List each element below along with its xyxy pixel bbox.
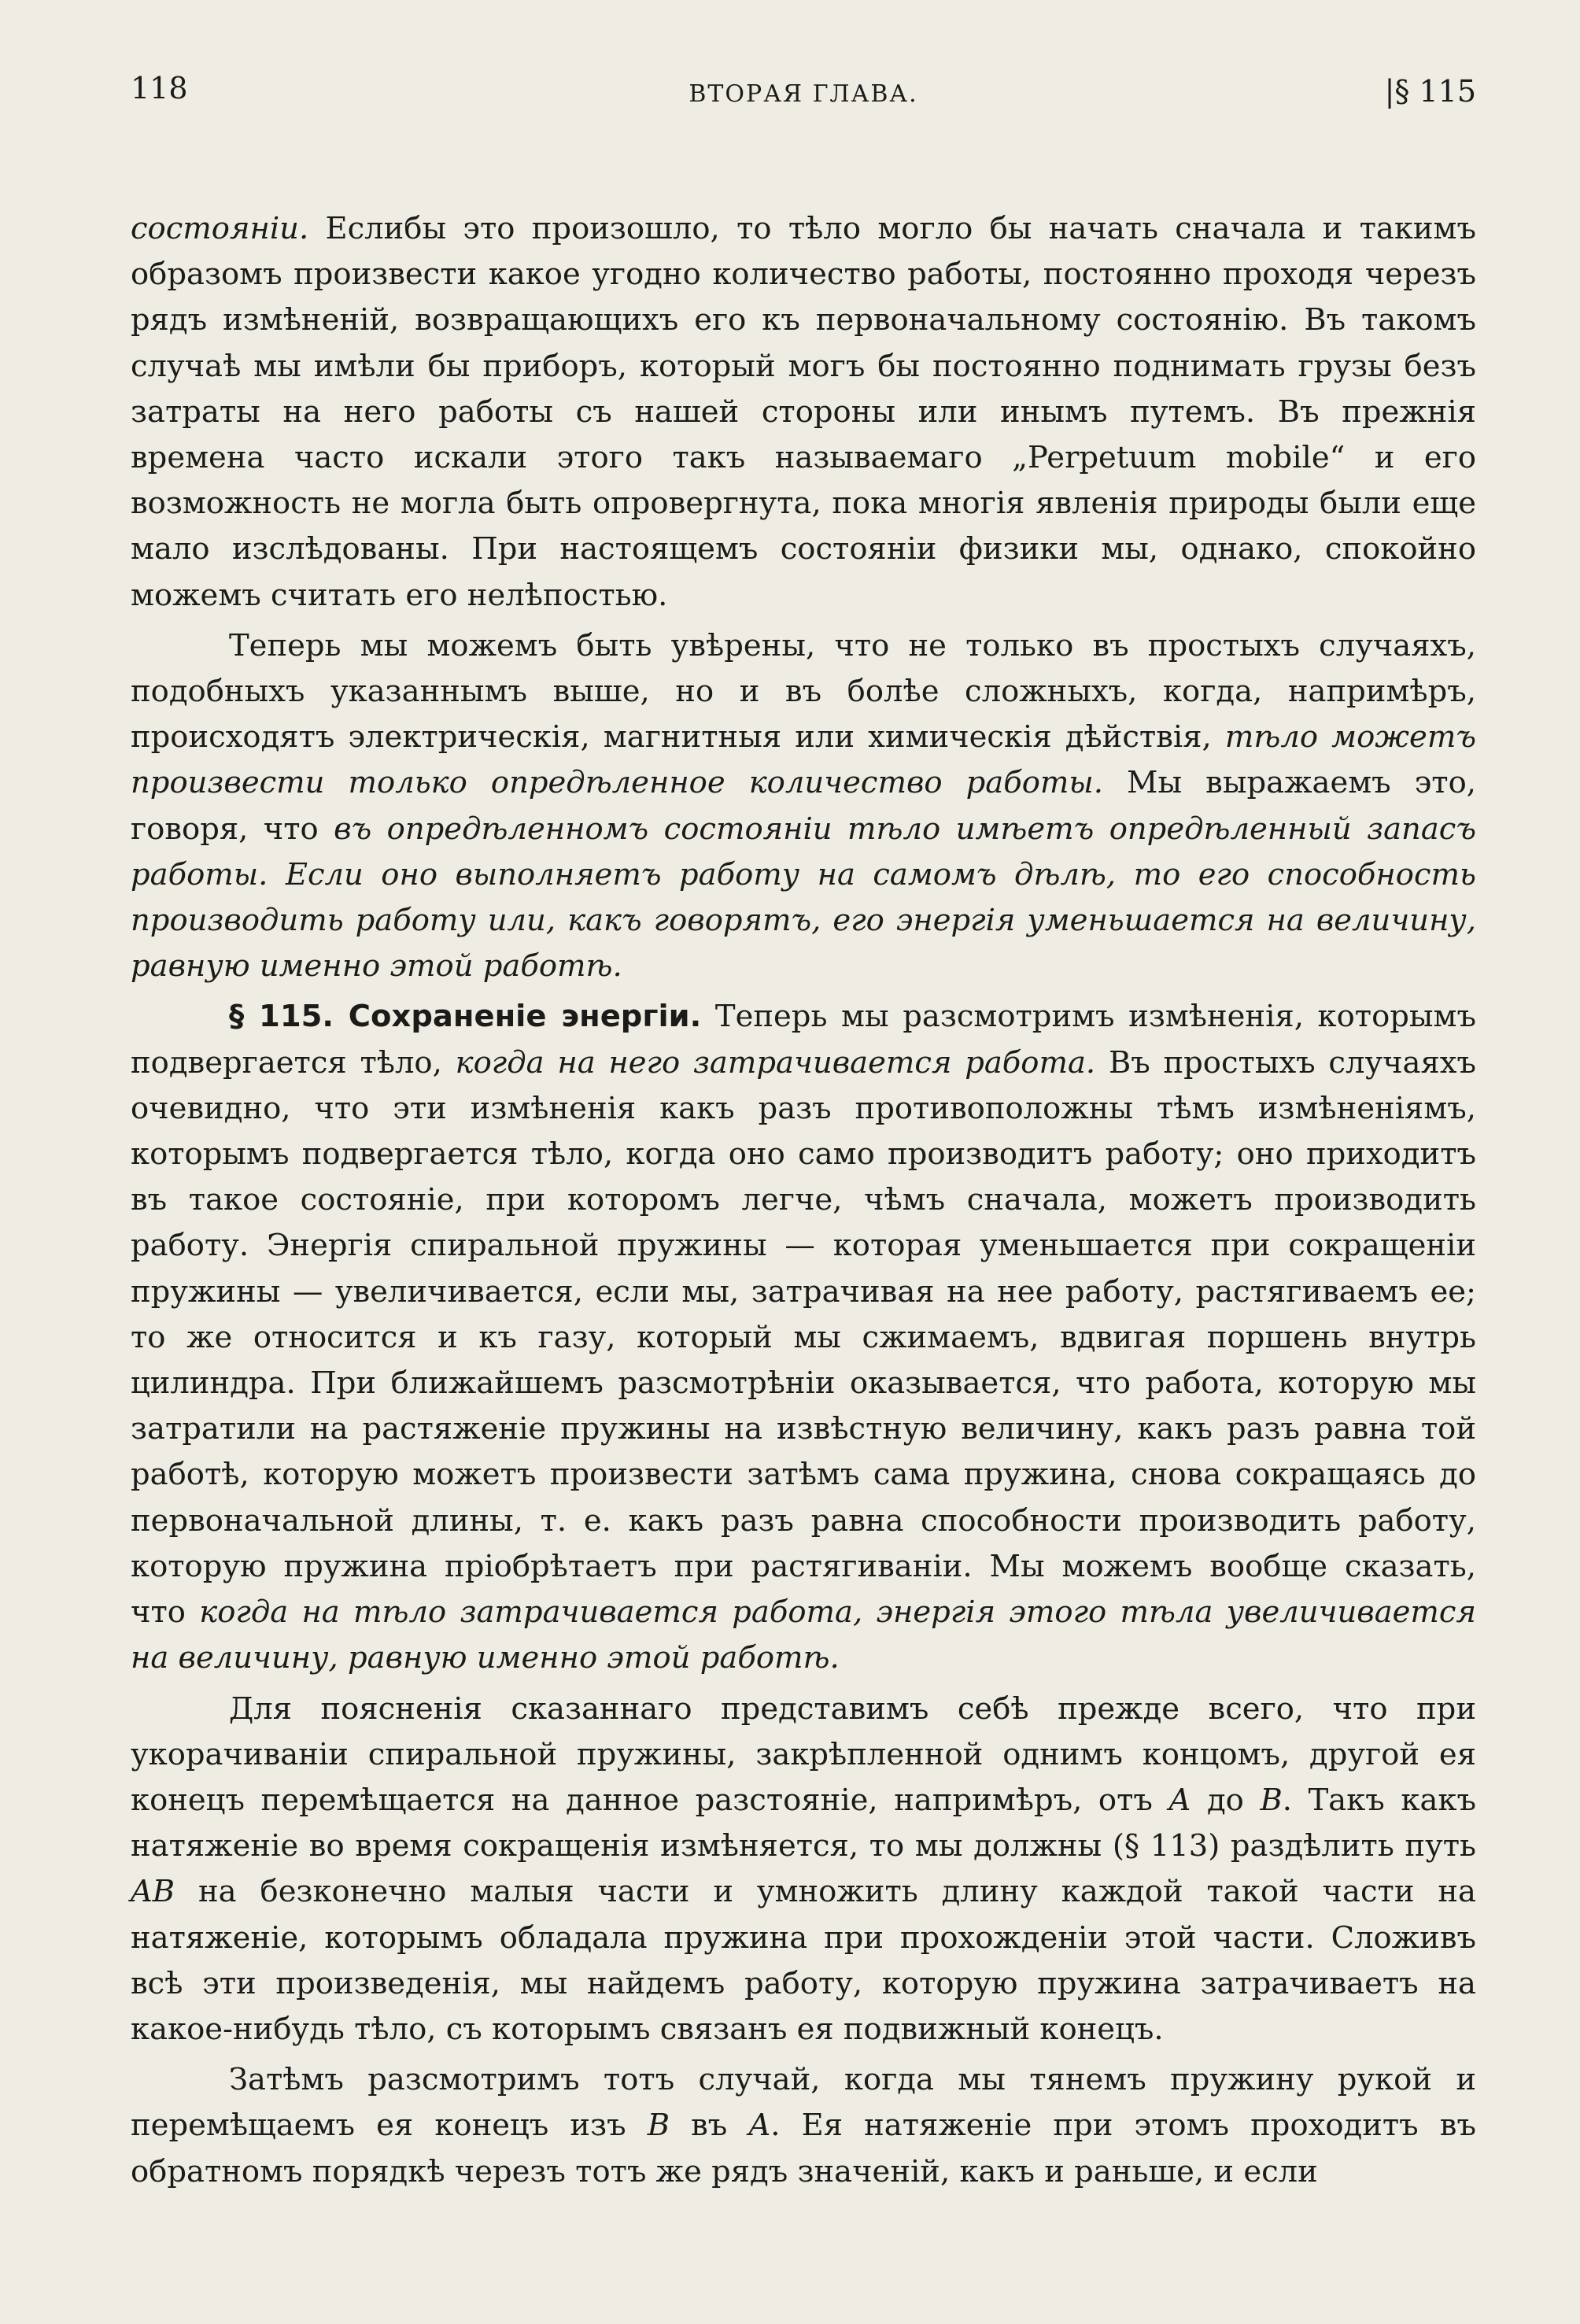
- section-reference: |§ 115: [1384, 74, 1476, 109]
- text-run: . Ея натяженiе при этомъ проходитъ въ обратномъ порядкѣ черезъ тотъ же рядъ значенiй, какъ и раньше, и если: [131, 2108, 1476, 2189]
- text-run: въ: [670, 2108, 749, 2144]
- paragraph-1: [131, 206, 1476, 619]
- math-symbol: B: [647, 2108, 670, 2144]
- emphasis: когда на тѣло затрачивается работа, энергiя этого тѣла увеличивается на величину, равную именно этой работѣ.: [131, 1594, 1476, 1676]
- paragraph-3: [131, 994, 1476, 1681]
- text-run: Въ простыхъ случаяхъ очевидно, что эти измѣненiя какъ разъ противоположны тѣмъ измѣненiямъ, которымъ подвергается тѣло, когда оно само производитъ работу; оно приходитъ въ такое состоянiе, при которомъ легче, чѣмъ сначала, можетъ производить работу. Энергiя спиральной пружины — которая уменьшается при сокращенiи пружины — увеличивается, если мы, затрачивая на нее работу, растягиваемъ ее; то же относится и къ газу, который мы сжимаемъ, вдвигая поршень внутрь цилиндра. При ближайшемъ разсмотрѣнiи оказывается, что работа, которую мы затратили на растяженiе пружины на извѣстную величину, какъ разъ равна той работѣ, которую можетъ произвести затѣмъ сама пружина, снова сокращаясь до первоначальной длины, т. е. какъ разъ равна способности производить работу, которую пружина прiобрѣтаетъ при растягиванiи. Мы можемъ вообще сказать, что: [131, 1044, 1477, 1631]
- text-run: . Такъ какъ натяженiе во время сокращенiя измѣняется, то мы должны (§ 113) раздѣлить путь: [131, 1782, 1476, 1864]
- text-run: Еслибы это произошло, то тѣло могло бы начать сначала и такимъ образомъ произвести какое угодно количество работы, постоянно проходя черезъ рядъ измѣненiй, возвращающихъ его къ первоначальному состоянiю. Въ такомъ случаѣ мы имѣли бы приборъ, который могъ бы постоянно поднимать грузы безъ затраты на него работы съ нашей стороны или инымъ путемъ. Въ прежнiя времена часто искали этого такъ называемаго „Perpetuum mobile“ и его возможность не могла быть опровергнута, пока многiя явленiя природы были еще мало изслѣдованы. При настоящемъ состоянiи физики мы, однако, спокойно можемъ считать его нелѣпостью.: [131, 211, 1476, 613]
- emphasis: состоянiи.: [131, 211, 309, 246]
- text-run: Мы выражаемъ это, говоря, что: [131, 765, 1476, 847]
- text-run: на безконечно малыя части и умножить длину каждой такой части на натяженiе, которымъ обладала пружина при прохожденiи этой части. Сложивъ всѣ эти произведенiя, мы найдемъ работу, которую пружина затрачиваетъ на какое-нибудь тѣло, съ которымъ связанъ ея подвижный конецъ.: [131, 1874, 1476, 2047]
- emphasis: когда на него затрачивается работа.: [455, 1044, 1096, 1081]
- chapter-title: ВТОРАЯ ГЛАВА.: [688, 80, 918, 108]
- text-run: до: [1191, 1782, 1261, 1818]
- text-run: Затѣмъ разсмотримъ тотъ случай, когда мы тянемъ пружину рукой и перемѣщаемъ ея конецъ изъ: [131, 2062, 1476, 2144]
- text-run: Теперь мы разсмотримъ измѣненiя, которымъ подвергается тѣло,: [131, 999, 1476, 1081]
- section-heading: § 115. Сохраненiе энергiи.: [229, 999, 702, 1035]
- paragraph-2: [131, 623, 1476, 990]
- math-symbol: A: [748, 2108, 771, 2144]
- math-symbol: A: [1168, 1782, 1191, 1818]
- text-run: Для поясненiя сказаннаго представимъ себѣ прежде всего, что при укорачиванiи спиральной пружины, закрѣпленной однимъ концомъ, другой ея конецъ перемѣщается на данное разстоянiе, напримѣръ, отъ: [131, 1690, 1476, 1818]
- emphasis: въ опредѣленномъ состоянiи тѣло имѣетъ опредѣленный запасъ работы. Если оно выполняетъ работу на самомъ дѣлѣ, то его способность производить работу или, какъ говорятъ, его энергiя уменьшается на величину, равную именно этой работѣ.: [131, 811, 1476, 985]
- page-number: 118: [131, 71, 188, 105]
- math-symbol: AB: [131, 1874, 175, 1910]
- math-symbol: B: [1260, 1782, 1283, 1818]
- paragraph-5: [131, 2057, 1476, 2195]
- emphasis: тѣло можетъ произвести только опредѣленное количество работы.: [131, 719, 1476, 801]
- paragraph-4: [131, 1687, 1476, 2053]
- body-text: [131, 206, 1476, 2195]
- text-run: Теперь мы можемъ быть увѣрены, что не только въ простыхъ случаяхъ, подобныхъ указаннымъ выше, но и въ болѣе сложныхъ, когда, напримѣръ, происходятъ электрическiя, магнитныя или химическiя дѣйствiя,: [131, 627, 1476, 756]
- running-head: [131, 55, 1476, 118]
